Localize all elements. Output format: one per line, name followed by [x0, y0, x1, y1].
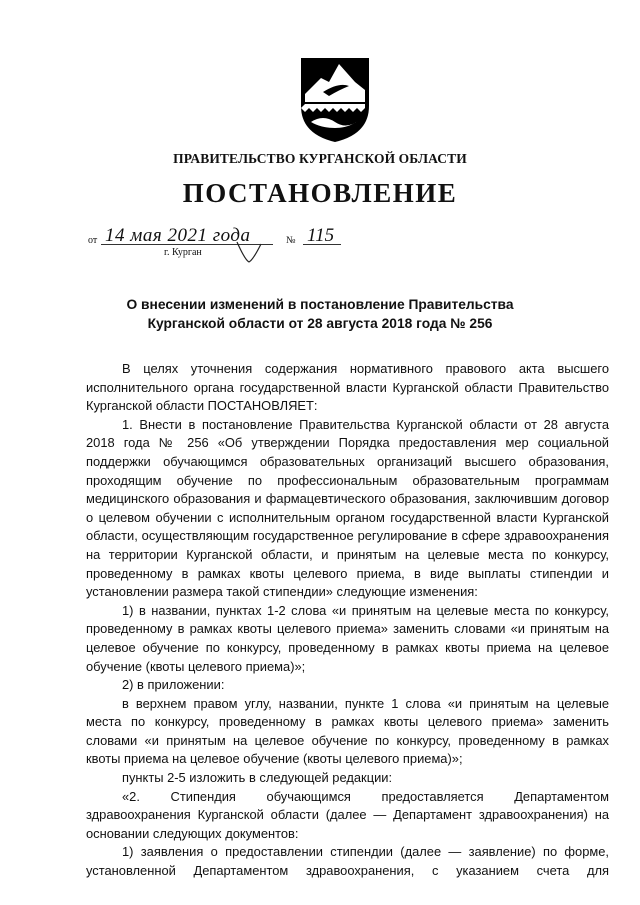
handwritten-number: 115: [307, 225, 335, 246]
date-prefix: от: [88, 235, 98, 246]
document-body: [86, 360, 609, 881]
handwritten-date: 14 мая 2021 года: [105, 225, 251, 246]
paragraph-appendix-change: в верхнем правом углу, названии, пункте 1 слова «и принятым на целевые места по конкурсу, проведенному в рамках квоты целевого приема» заменить словами «и принятым на целевое обучение по конкурсу, проведенному в рамках квоты приема на целевое обучение (квоты целевого приема)»;: [86, 695, 609, 767]
date-number-block: [85, 224, 385, 264]
paragraph-new-subitem-1: 1) заявления о предоставлении стипендии (далее — заявление) по форме, установленной Департаментом здравоохранения, с указанием счета для: [86, 844, 609, 879]
number-underline: [303, 244, 341, 245]
title-line-2: Курганской области от 28 августа 2018 года № 256: [147, 316, 493, 331]
handwriting-flourish-icon: [235, 240, 265, 264]
coat-of-arms-icon: [299, 56, 371, 144]
number-prefix: №: [286, 235, 296, 246]
document-title: [90, 295, 550, 333]
paragraph-new-point-2: «2. Стипендия обучающимся предоставляется Департаментом здравоохранения Курганской области (далее — Департамент здравоохранения) на основании следующих документов:: [86, 788, 609, 841]
paragraph-subitem-1: 1) в названии, пунктах 1-2 слова «и принятым на целевые места по конкурсу, проведенному в рамках квоты целевого приема» заменить словами «и принятым на целевое обучение по конкурсу, проведенному в рамках квоты приема на целевое обучение (квоты целевого приема)»;: [86, 602, 609, 674]
paragraph-item-1: 1. Внести в постановление Правительства Курганской области от 28 августа 2018 года № 256 «Об утверждении Порядка предоставления мер социальной поддержки обучающимся образовательных организаций высшего образования, проходящим обучение по профессиональным образовательным программам медицинского образования и фармацевтического образования, заключившим договор о целевом обучении с исполнительным органом государственной власти Курганской области, осуществляющим государственное регулирование в сфере здравоохранения на территории Курганской области, и принятым на целевые места по конкурсу, проведенному в рамках квоты целевого приема, в виде выплаты стипендии и установлении размера такой стипендии» следующие изменения:: [86, 416, 609, 600]
paragraph-subitem-2: 2) в приложении:: [122, 677, 225, 693]
government-name: ПРАВИТЕЛЬСТВО КУРГАНСКОЙ ОБЛАСТИ: [173, 151, 467, 166]
city: г. Курган: [164, 247, 202, 258]
title-line-1: О внесении изменений в постановление Правительства: [126, 297, 514, 312]
document-type: ПОСТАНОВЛЕНИЕ: [182, 178, 458, 208]
paragraph-points-2-5: пункты 2-5 изложить в следующей редакции:: [122, 770, 393, 786]
paragraph-preamble: В целях уточнения содержания нормативного правового акта высшего исполнительного органа государственной власти Курганской области Правительство Курганской области ПОСТАНОВЛЯЕТ:: [86, 361, 609, 414]
